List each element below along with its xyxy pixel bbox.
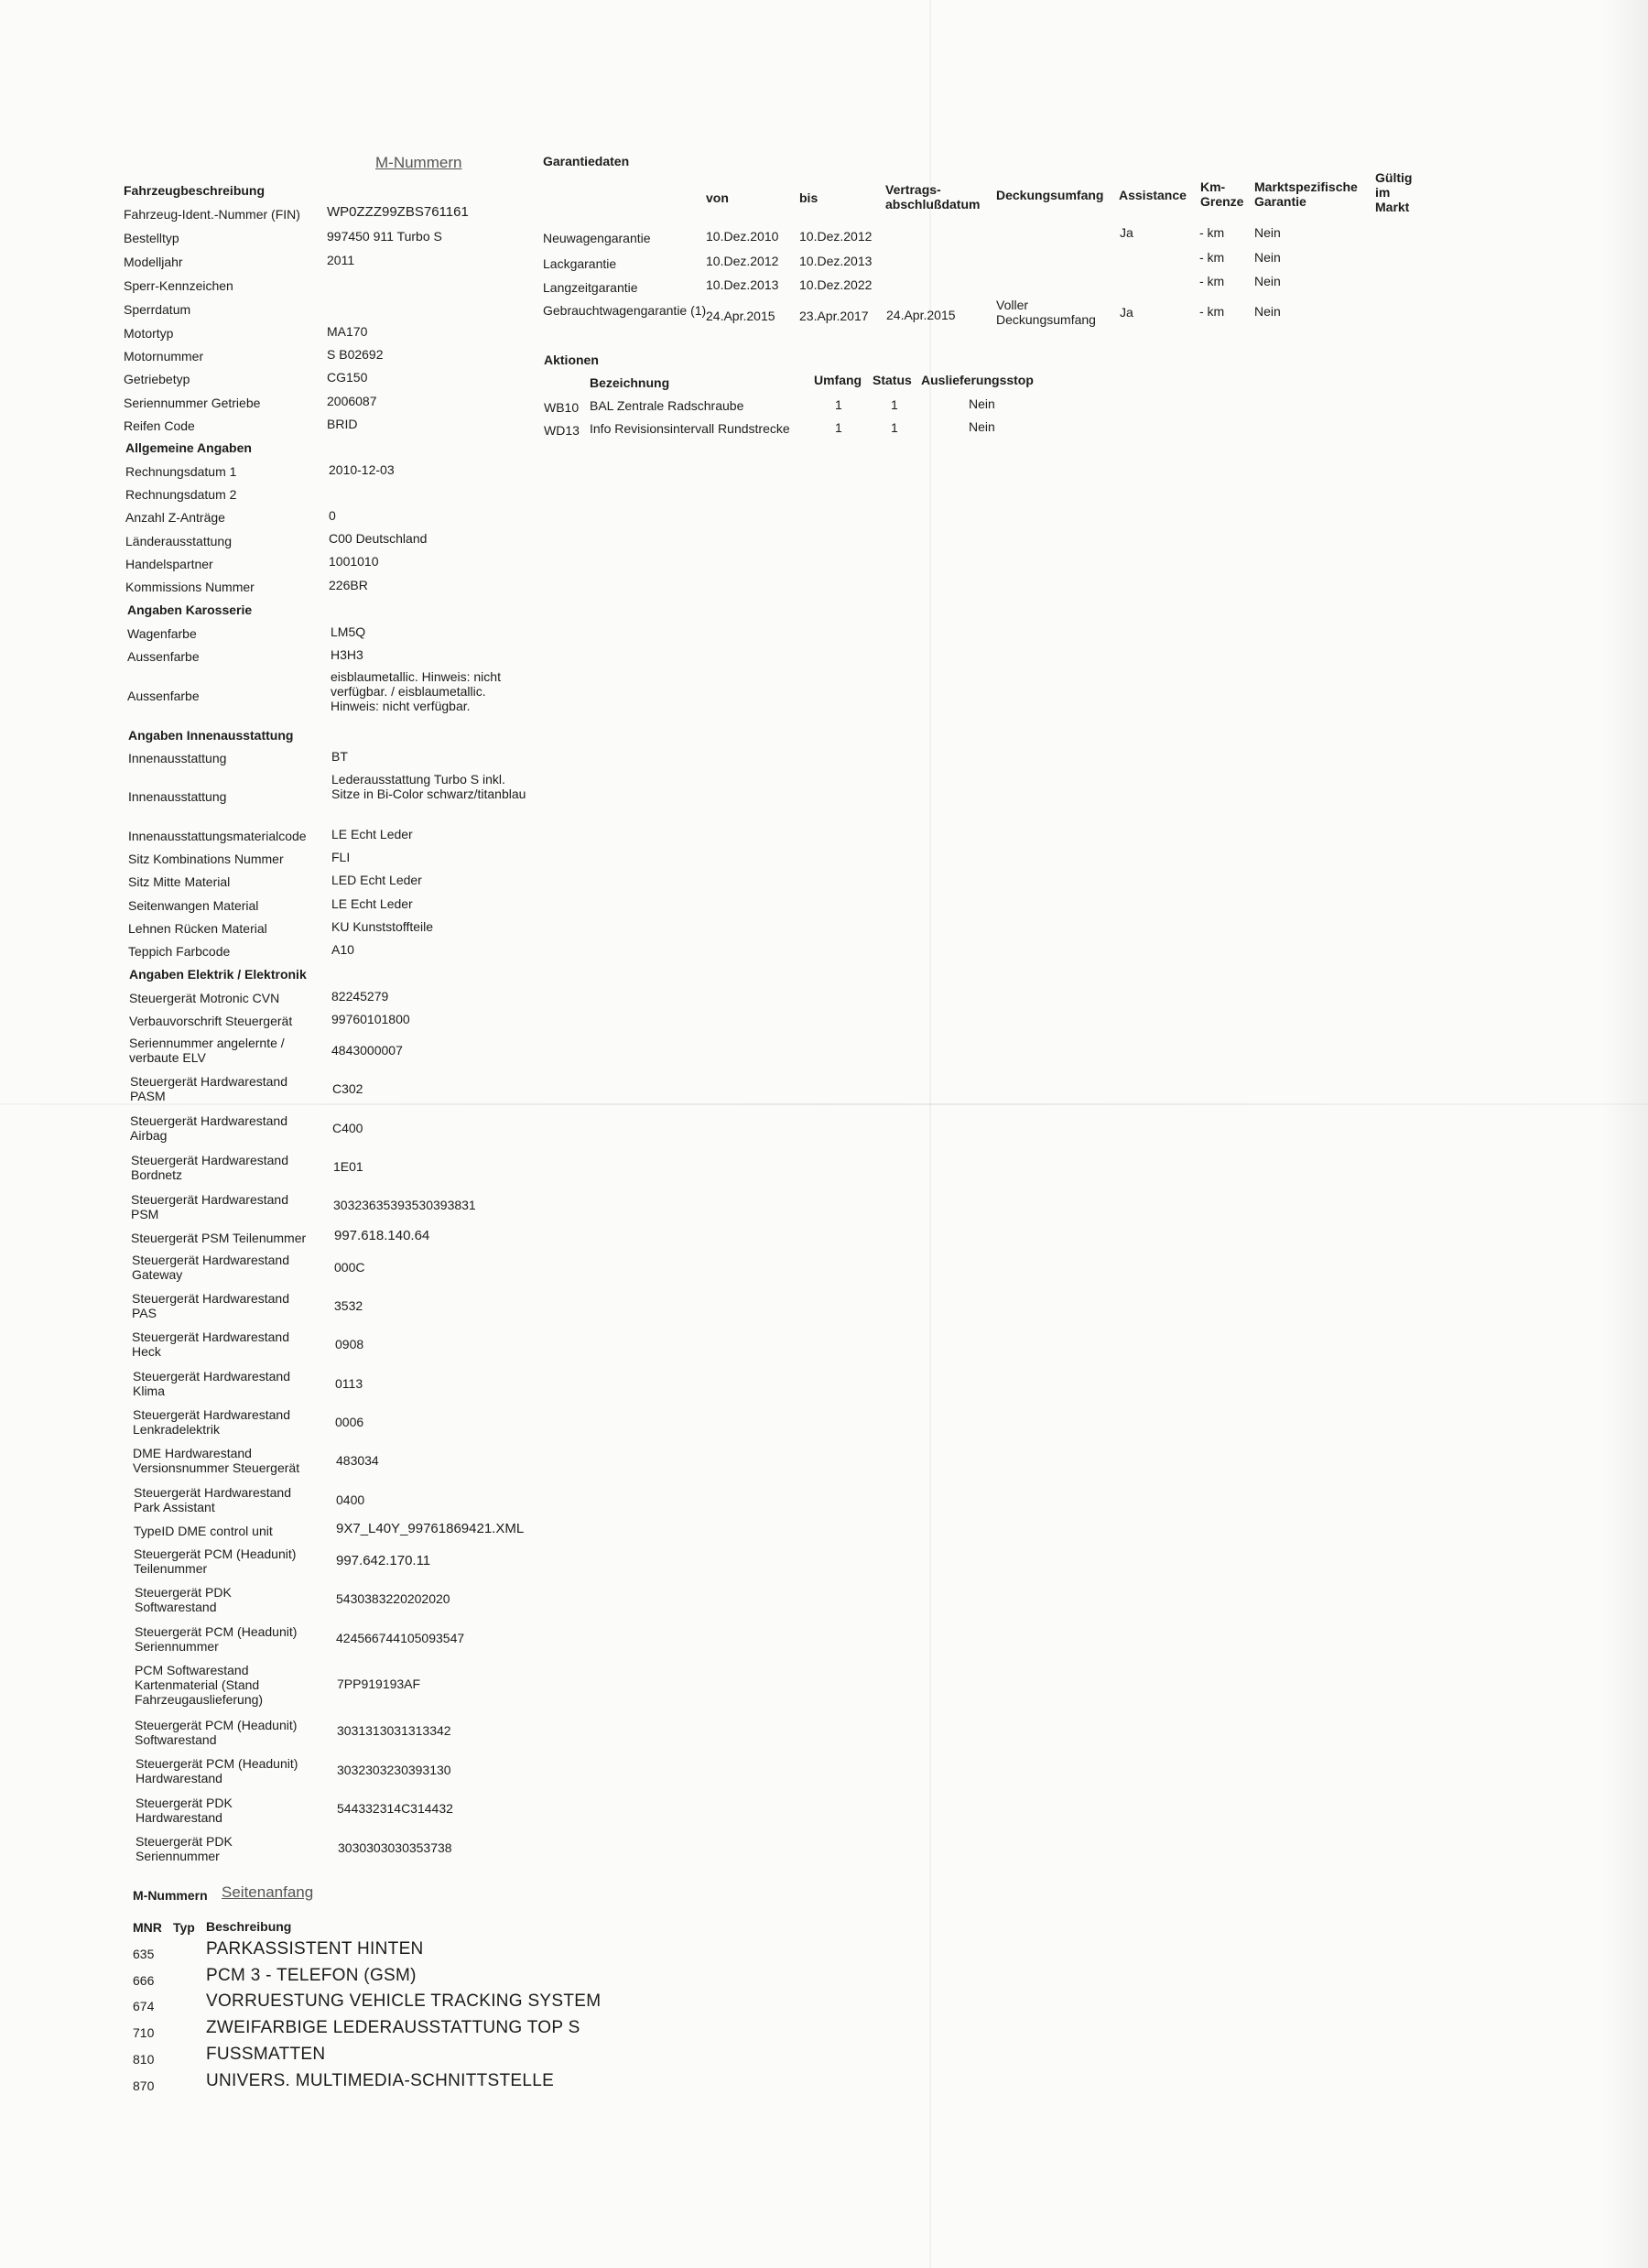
warranty-von: 10.Dez.2010 [706,229,779,244]
option-mnr: 810 [133,2052,155,2067]
paper-edge-shadow [1602,0,1648,2268]
row-label: Steuergerät Motronic CVN [129,991,280,1005]
paper-fold-vertical [929,0,931,2268]
action-umfang: 1 [835,420,842,435]
row-label: Innenausstattung [128,789,227,804]
row-label: Steuergerät PCM (Headunit) Seriennummer [135,1624,298,1654]
row-value: C400 [332,1121,363,1135]
row-value: 2010-12-03 [329,462,395,477]
row-label: Steuergerät Hardwarestand Bordnetz [131,1153,288,1182]
row-value: FLI [331,850,351,864]
row-label: Steuergerät PCM (Headunit) Softwarestand [135,1718,298,1747]
col-header-typ: Typ [173,1920,195,1935]
row-value: 30323635393530393831 [333,1198,476,1212]
paper-fold-horizontal [0,1103,1648,1105]
warranty-name: Langzeitgarantie [543,280,638,295]
row-value: BT [331,749,348,764]
col-header-von: von [706,190,729,205]
row-value: 3031313031313342 [337,1723,451,1738]
warranty-km: - km [1199,225,1225,240]
row-value: eisblaumetallic. Hinweis: nicht verfügbar. / eisblaumetallic. Hinweis: nicht verfügbar. [331,669,501,713]
row-label: Verbauvorschrift Steuergerät [129,1014,293,1028]
row-value: CG150 [327,370,368,385]
warranty-km: - km [1199,250,1225,265]
row-label: Steuergerät PDK Hardwarestand [136,1796,233,1825]
row-label: Steuergerät PCM (Headunit) Teilenummer [134,1546,297,1576]
row-value: 0400 [336,1492,365,1507]
col-header-auslieferungsstop: Auslieferungsstop [921,373,1034,387]
row-label: Steuergerät Hardwarestand Heck [132,1329,289,1359]
section-garantiedaten: Garantiedaten [543,154,630,168]
row-value: WP0ZZZ99ZBS761161 [327,204,469,220]
row-value: 1E01 [333,1159,363,1174]
warranty-km: - km [1199,304,1225,319]
row-value: MA170 [327,324,368,339]
action-status: 1 [891,420,898,435]
row-label: Rechnungsdatum 1 [125,464,237,479]
row-label: Aussenfarbe [127,649,200,664]
row-value: 3030303030353738 [338,1840,452,1855]
row-label: Steuergerät PSM Teilenummer [131,1231,307,1245]
warranty-von: 10.Dez.2013 [706,277,779,292]
col-header-assistance: Assistance [1119,188,1187,202]
col-header-vertrag: Vertrags-abschlußdatum [885,182,981,212]
col-header-bezeichnung: Bezeichnung [590,375,670,390]
row-value: 2006087 [327,394,377,408]
row-label: Steuergerät PDK Softwarestand [135,1585,232,1614]
row-value: 7PP919193AF [337,1677,421,1691]
row-label: Modelljahr [124,255,183,269]
section-aktionen: Aktionen [544,353,599,367]
row-label: DME Hardwarestand Versionsnummer Steuergerät [133,1446,300,1475]
row-label: Innenausstattungsmaterialcode [128,829,307,843]
col-header-markt: Marktspezifische Garantie [1254,179,1358,209]
option-mnr: 710 [133,2025,155,2040]
row-label: Steuergerät Hardwarestand PASM [130,1074,287,1103]
row-value: S B02692 [327,347,384,362]
section-angaben-karosserie: Angaben Karosserie [127,602,253,617]
section-allgemeine-angaben: Allgemeine Angaben [125,440,252,455]
col-header-mnr: MNR [133,1920,162,1935]
row-value: 0006 [335,1415,364,1429]
option-description: PARKASSISTENT HINTEN [206,1939,424,1959]
warranty-bis: 23.Apr.2017 [799,309,869,323]
row-value: A10 [331,942,354,957]
warranty-von: 10.Dez.2012 [706,254,779,268]
row-label: Steuergerät PCM (Headunit) Hardwarestand [136,1756,298,1785]
row-value: 3532 [334,1298,363,1313]
row-label: Steuergerät Hardwarestand Park Assistant [134,1485,291,1514]
option-description: PCM 3 - TELEFON (GSM) [206,1966,417,1985]
row-value: C00 Deutschland [329,531,428,546]
row-label: Reifen Code [124,418,195,433]
row-value: 226BR [329,578,368,592]
row-label: Innenausstattung [128,751,227,765]
row-label: Aussenfarbe [127,689,200,703]
row-value: 483034 [336,1453,379,1468]
row-value: C302 [332,1081,363,1096]
row-value: 000C [334,1260,365,1275]
option-description: ZWEIFARBIGE LEDERAUSSTATTUNG TOP S [206,2018,580,2037]
warranty-deckung: Voller Deckungsumfang [996,298,1096,327]
option-description: UNIVERS. MULTIMEDIA-SCHNITTSTELLE [206,2071,555,2090]
row-label: PCM Softwarestand Kartenmaterial (Stand Fahrzeugauslieferung) [135,1663,264,1707]
option-description: FUSSMATTEN [206,2045,326,2064]
row-value: LE Echt Leder [331,827,413,841]
row-label: Steuergerät Hardwarestand Klima [133,1369,290,1398]
row-label: Steuergerät Hardwarestand PSM [131,1192,288,1221]
row-value: Lederausstattung Turbo S inkl. Sitze in Bi-Color schwarz/titanblau [331,772,526,801]
row-value: LM5Q [331,624,366,639]
warranty-markt: Nein [1254,274,1281,288]
row-label: Seitenwangen Material [128,898,259,913]
row-label: Teppich Farbcode [128,944,231,959]
warranty-name: Lackgarantie [543,256,617,271]
action-status: 1 [891,397,898,412]
row-value: 997450 911 Turbo S [327,229,442,244]
col-header-gueltig: Gültig im Markt [1375,170,1413,214]
action-code: WB10 [544,400,580,415]
section-fahrzeugbeschreibung: Fahrzeugbeschreibung [124,183,266,198]
action-bezeichnung: BAL Zentrale Radschraube [590,398,744,413]
row-value: 3032303230393130 [337,1763,451,1777]
action-bezeichnung: Info Revisionsintervall Rundstrecke [590,421,790,436]
row-label: Getriebetyp [124,372,190,386]
warranty-assistance: Ja [1120,305,1133,320]
row-label: Motornummer [124,349,204,364]
row-label: Länderausstattung [125,534,232,548]
row-value: LE Echt Leder [331,896,413,911]
row-value: 0 [329,508,336,523]
col-header-status: Status [873,373,912,387]
row-label: Steuergerät PDK Seriennummer [136,1834,233,1863]
row-label: Lehnen Rücken Material [128,921,267,936]
row-value: 9X7_L40Y_99761869421.XML [336,1521,525,1536]
row-value: 5430383220202020 [336,1591,450,1606]
row-label: Fahrzeug-Ident.-Nummer (FIN) [124,207,300,222]
row-label: Sperrdatum [124,302,191,317]
option-mnr: 635 [133,1947,155,1961]
row-value: 1001010 [329,554,379,569]
row-label: Sitz Mitte Material [128,874,231,889]
warranty-bis: 10.Dez.2013 [799,254,873,268]
action-stop: Nein [969,396,995,411]
row-value: 997.618.140.64 [334,1228,430,1243]
row-label: Seriennummer Getriebe [124,396,261,410]
row-label: Anzahl Z-Anträge [125,510,225,525]
option-mnr: 666 [133,1973,155,1988]
row-value: 544332314C314432 [337,1801,453,1816]
row-label: Kommissions Nummer [125,580,255,594]
warranty-von: 24.Apr.2015 [706,309,775,323]
row-label: Steuergerät Hardwarestand Airbag [130,1113,287,1143]
section-angaben-elektrik: Angaben Elektrik / Elektronik [129,967,307,982]
row-value: 0113 [335,1376,363,1391]
row-label: Rechnungsdatum 2 [125,487,237,502]
row-value: 82245279 [331,989,389,1004]
col-header-km: Km-Grenze [1200,179,1244,209]
row-label: Wagenfarbe [127,626,197,641]
row-value: 424566744105093547 [336,1631,465,1645]
col-header-beschreibung: Beschreibung [206,1919,292,1934]
section-mnummern: M-Nummern [133,1888,208,1903]
row-label: Steuergerät Hardwarestand PAS [132,1291,289,1320]
option-mnr: 870 [133,2078,155,2093]
mnummern-link[interactable]: M-Nummern [375,154,462,171]
row-label: Seriennummer angelernte / verbaute ELV [129,1036,285,1065]
warranty-km: - km [1199,274,1225,288]
warranty-assistance: Ja [1120,225,1133,240]
seitenanfang-link[interactable]: Seitenanfang [222,1883,314,1901]
col-header-deckung: Deckungsumfang [996,188,1104,202]
warranty-markt: Nein [1254,250,1281,265]
warranty-name: Gebrauchtwagengarantie (1) [543,303,707,318]
warranty-markt: Nein [1254,304,1281,319]
section-angaben-innenausstattung: Angaben Innenausstattung [128,728,294,743]
option-description: VORRUESTUNG VEHICLE TRACKING SYSTEM [206,1991,602,2011]
row-label: Sperr-Kennzeichen [124,278,233,293]
row-value: LED Echt Leder [331,873,422,887]
warranty-vertrag: 24.Apr.2015 [886,308,956,322]
warranty-name: Neuwagengarantie [543,231,651,245]
row-label: Bestelltyp [124,231,179,245]
row-label: Sitz Kombinations Nummer [128,852,284,866]
row-value: BRID [327,417,358,431]
option-mnr: 674 [133,1999,155,2013]
warranty-bis: 10.Dez.2012 [799,229,873,244]
col-header-bis: bis [799,190,819,205]
row-label: Steuergerät Hardwarestand Gateway [132,1253,289,1282]
row-label: Motortyp [124,326,174,341]
row-value: 99760101800 [331,1012,410,1026]
action-code: WD13 [544,423,580,438]
row-value: H3H3 [331,647,363,662]
action-umfang: 1 [835,397,842,412]
row-value: 997.642.170.11 [336,1553,431,1568]
row-label: Steuergerät Hardwarestand Lenkradelektrik [133,1407,290,1437]
row-label: TypeID DME control unit [134,1524,273,1538]
row-value: 2011 [327,253,355,267]
warranty-bis: 10.Dez.2022 [799,277,873,292]
row-value: KU Kunststoffteile [331,919,434,934]
row-label: Handelspartner [125,557,213,571]
action-stop: Nein [969,419,995,434]
row-value: 4843000007 [331,1043,403,1058]
warranty-markt: Nein [1254,225,1281,240]
col-header-umfang: Umfang [814,373,862,387]
row-value: 0908 [335,1337,364,1351]
